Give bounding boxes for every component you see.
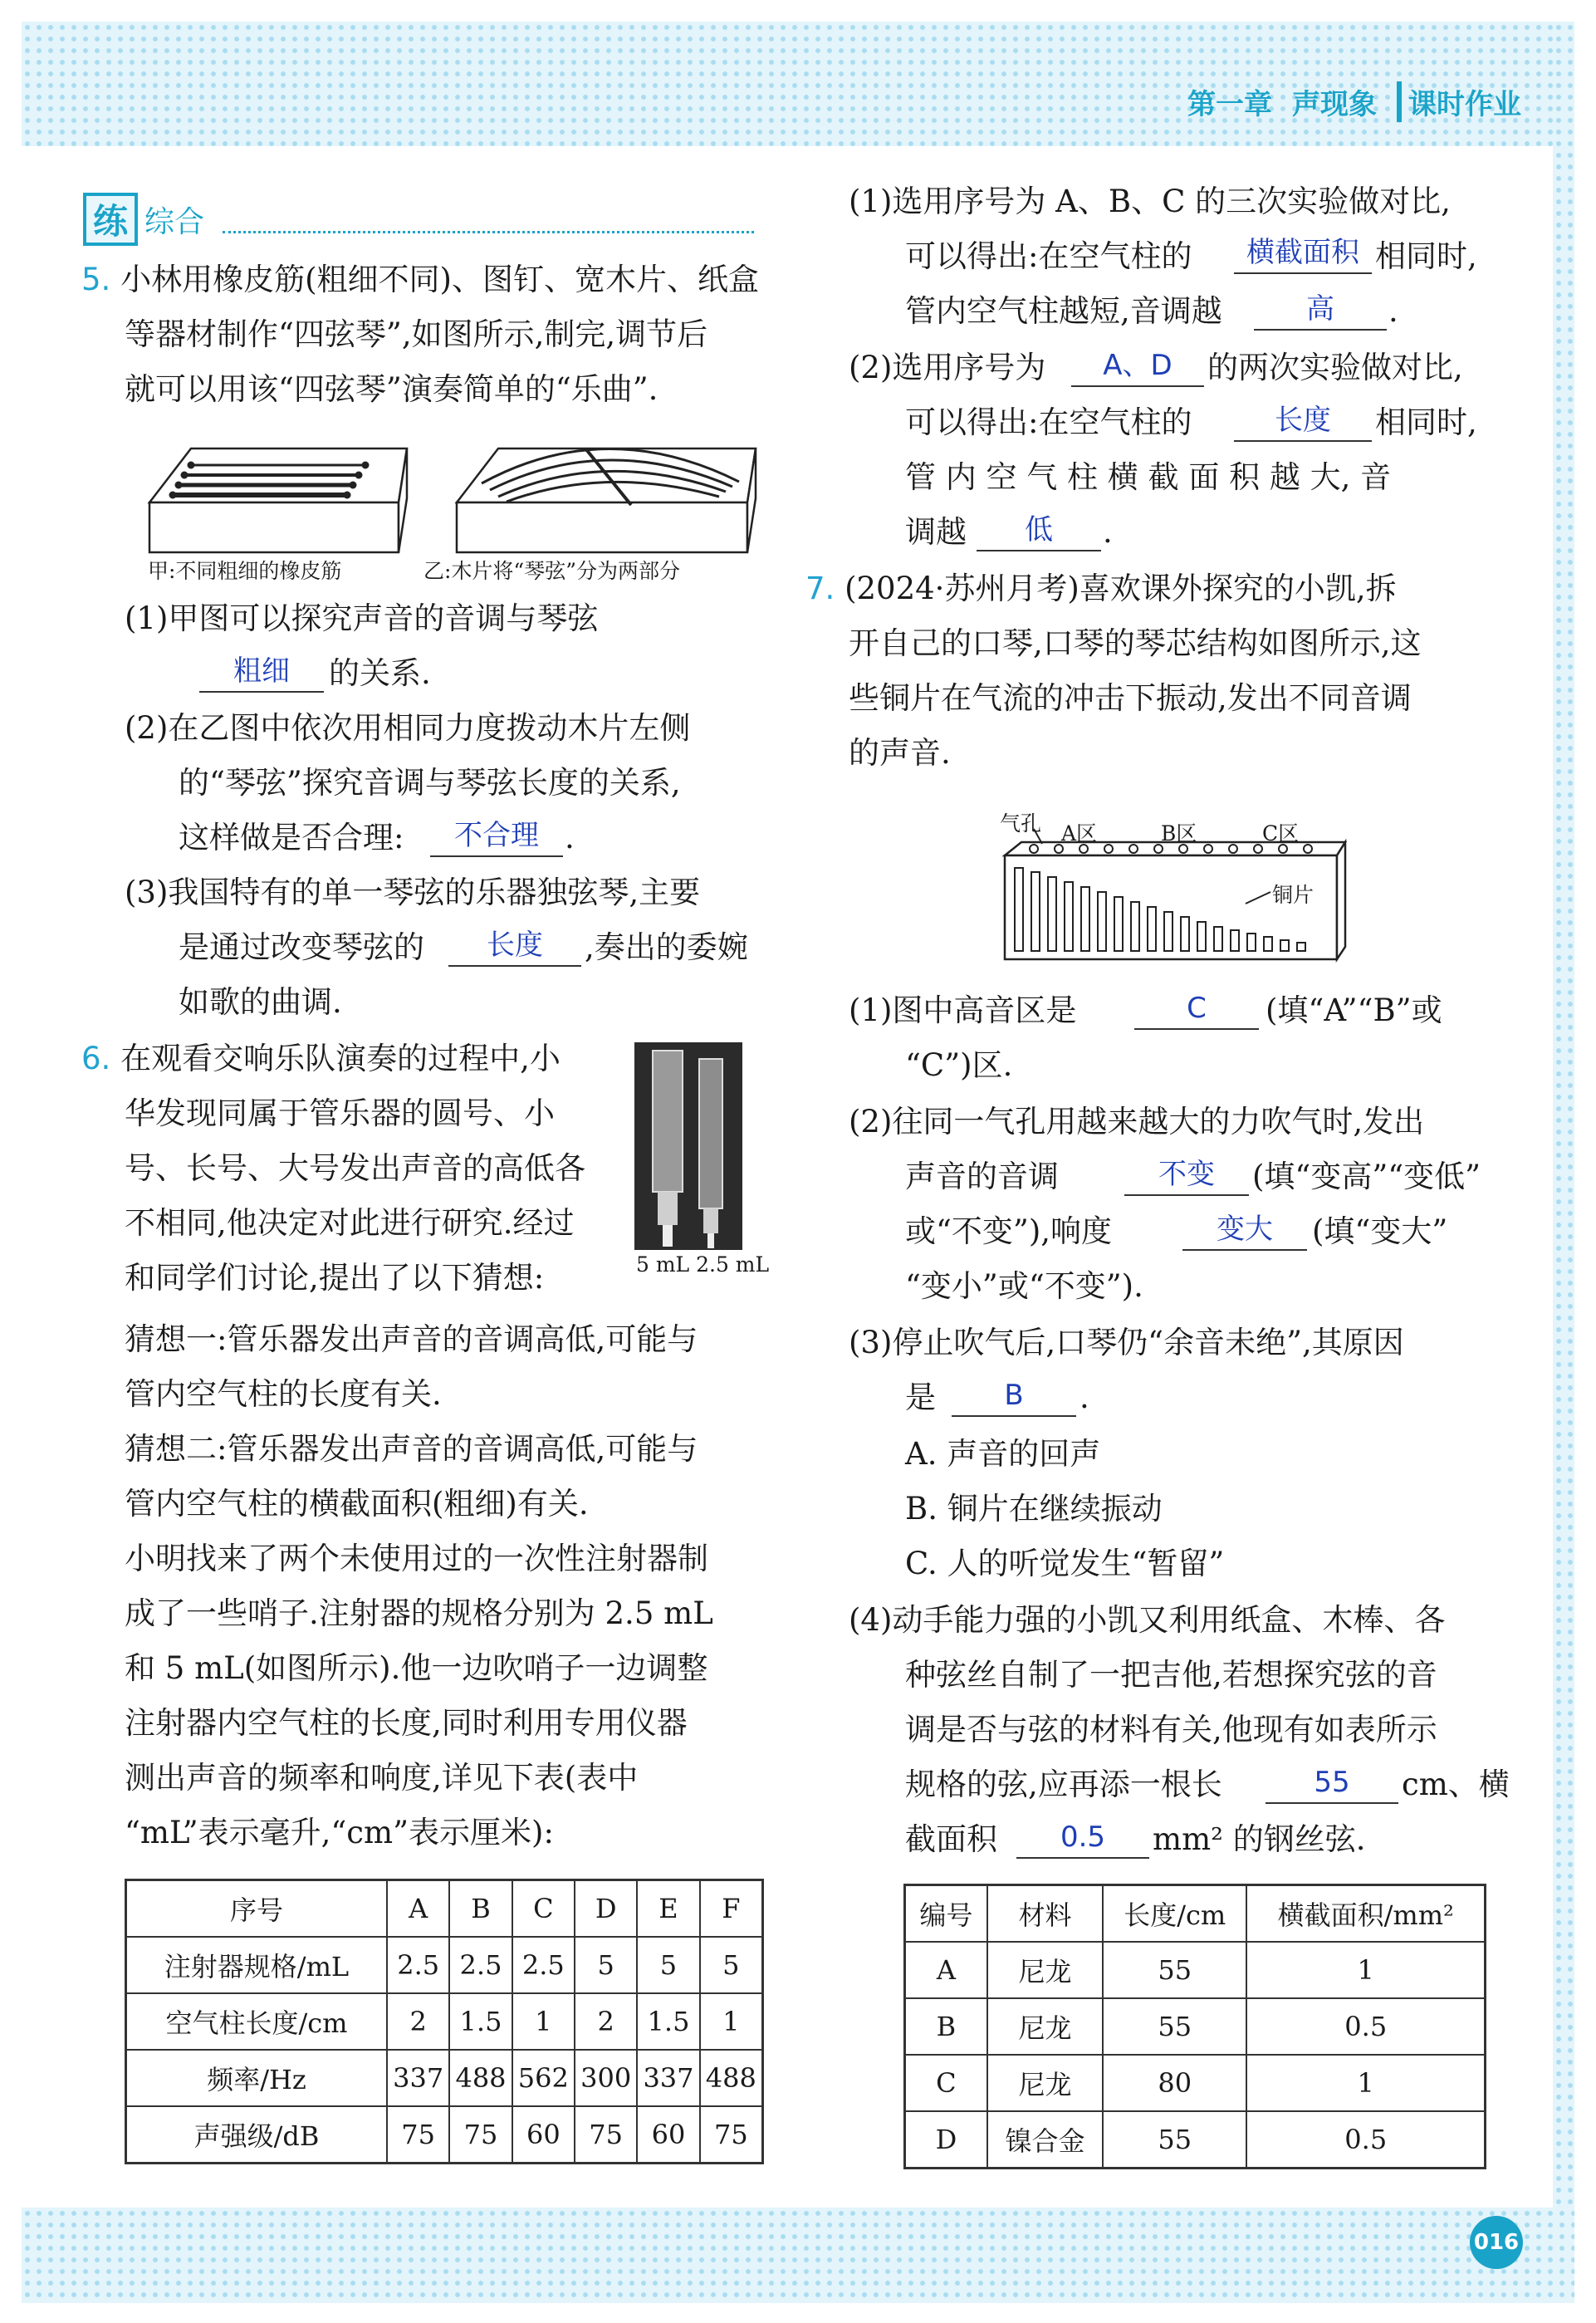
q6-p1-dot: .: [1388, 293, 1398, 329]
q5-p3-answer: 长度: [448, 929, 581, 967]
label-zone-c: C区: [1262, 821, 1300, 845]
q7-p4-f: 截面积: [905, 1821, 997, 1857]
q5-figure: [141, 432, 772, 556]
q6-line-5: 和同学们讨论,提出了以下猜想:: [125, 1260, 545, 1296]
q7-p1-answer: C: [1134, 992, 1259, 1030]
q6-line-3: 号、长号、大号发出声音的高低各: [125, 1150, 585, 1186]
q7-p4-e: cm、横: [1402, 1767, 1510, 1802]
q7-p4-answer-2: 0.5: [1016, 1821, 1149, 1859]
section-divider: [223, 231, 754, 233]
q6-p1-answer-1: 横截面积: [1234, 236, 1372, 274]
q5-p2-b: 的“琴弦”探究音调与琴弦长度的关系,: [179, 765, 681, 801]
q7-p4-c: 调是否与弦的材料有关,他现有如表所示: [905, 1712, 1437, 1747]
table-row: C 尼龙 80 1: [905, 2055, 1486, 2111]
q7-p3-answer: B: [952, 1379, 1076, 1417]
q7-p4-g: mm² 的钢丝弦.: [1153, 1821, 1366, 1857]
q7-p2-answer-1: 不变: [1124, 1158, 1249, 1196]
q5-p3-a: (3)我国特有的单一琴弦的乐器独弦琴,主要: [125, 875, 701, 910]
q6-p2-answer-3: 低: [977, 513, 1101, 551]
table-row: A 尼龙 55 1: [905, 1942, 1486, 1998]
q6-guess1-a: 猜想一:管乐器发出声音的音调高低,可能与: [125, 1321, 698, 1357]
table-row: 频率/Hz 337 488 562 300 337 488: [126, 2050, 763, 2106]
q7-p2-answer-2: 变大: [1182, 1213, 1307, 1251]
caption-yi: 乙:木片将“琴弦”分为两部分: [423, 559, 680, 583]
q7-p1-a: (1)图中高音区是: [849, 992, 1077, 1028]
q7-p4-a: (4)动手能力强的小凯又利用纸盒、木棒、各: [849, 1602, 1446, 1638]
table-row: 空气柱长度/cm 2 1.5 1 2 1.5 1: [126, 1993, 763, 2050]
table-header-row: 序号 A B C D E F: [126, 1880, 763, 1938]
q6-p1-d: 管内空气柱越短,音调越: [905, 293, 1222, 329]
q6-line-2: 华发现同属于管乐器的圆号、小: [125, 1095, 555, 1131]
label-reed: 铜片: [1272, 883, 1314, 907]
syringe-photo: [634, 1042, 742, 1250]
q6-p1-b: 可以得出:在空气柱的: [905, 238, 1192, 274]
q6-body-4: 注射器内空气柱的长度,同时利用专用仪器: [125, 1705, 688, 1741]
q5-p3-d: 如歌的曲调.: [179, 984, 342, 1020]
caption-jia: 甲:不同粗细的橡皮筋: [148, 559, 342, 583]
q7-p2-a: (2)往同一气孔用越来越大的力吹气时,发出: [849, 1104, 1425, 1139]
q7-p3-a: (3)停止吹气后,口琴仍“余音未绝”,其原因: [849, 1325, 1404, 1360]
page-number: 016: [1470, 2216, 1523, 2269]
section-label: [83, 193, 204, 246]
q6-p2-a: (2)选用序号为: [849, 350, 1046, 385]
q7-p2-e: (填“变大”: [1312, 1213, 1448, 1249]
q6-p1-answer-2: 高: [1254, 292, 1387, 331]
label-zone-a: A区: [1061, 821, 1098, 845]
q5-p2-dot: .: [565, 820, 575, 855]
q7-p4-b: 种弦丝自制了一把吉他,若想探究弦的音: [905, 1657, 1437, 1693]
q6-p2-answer-1: A、D: [1071, 349, 1204, 387]
syringe-caption: 5 mL 2.5 mL: [636, 1252, 770, 1277]
q7-p4-answer-1: 55: [1266, 1766, 1398, 1804]
q6-line-4: 不相同,他决定对此进行研究.经过: [125, 1205, 575, 1241]
q6-p1-a: (1)选用序号为 A、B、C 的三次实验做对比,: [849, 184, 1451, 219]
q6-body-3: 和 5 mL(如图所示).他一边吹哨子一边调整: [125, 1650, 708, 1686]
q6-p2-answer-2: 长度: [1234, 404, 1372, 442]
q7-p1-c: “C”)区.: [905, 1047, 1013, 1083]
q5-p1-a: (1)甲图可以探究声音的音调与琴弦: [125, 600, 599, 636]
q6-body-1: 小明找来了两个未使用过的一次性注射器制: [125, 1541, 708, 1576]
table-row: 注射器规格/mL 2.5 2.5 2.5 5 5 5: [126, 1937, 763, 1993]
q7-line-3: 些铜片在气流的冲击下振动,发出不同音调: [849, 680, 1412, 716]
q6-line-1: 6. 在观看交响乐队演奏的过程中,小: [81, 1041, 561, 1076]
q7-table: [903, 1884, 1486, 2169]
q6-guess2-a: 猜想二:管乐器发出声音的音调高低,可能与: [125, 1431, 698, 1467]
q7-option-a: A. 声音的回声: [905, 1436, 1101, 1472]
q5-p3-b: 是通过改变琴弦的: [179, 929, 424, 965]
q7-p2-d: 或“不变”),响度: [905, 1213, 1113, 1249]
q5-p2-c: 这样做是否合理:: [179, 820, 404, 855]
table-row: D 镍合金 55 0.5: [905, 2111, 1486, 2169]
brand-label: 课时作业: [1397, 81, 1521, 122]
q5-p2-answer: 不合理: [430, 819, 563, 857]
page-header: [1187, 81, 1521, 122]
q7-option-b: B. 铜片在继续振动: [905, 1491, 1163, 1527]
q6-p1-c: 相同时,: [1375, 238, 1477, 274]
q6-p2-c: 可以得出:在空气柱的: [905, 404, 1192, 440]
footer-band: [22, 2208, 1574, 2303]
q7-p1-b: (填“A”“B”或: [1266, 992, 1442, 1028]
q7-line-2: 开自己的口琴,口琴的琴芯结构如图所示,这: [849, 625, 1422, 661]
chapter-label: 第一章: [1187, 88, 1272, 121]
q6-p2-b: 的两次实验做对比,: [1207, 350, 1463, 385]
q6-body-5: 测出声音的频率和响度,详见下表(表中: [125, 1760, 639, 1796]
q6-p2-e: 管 内 空 气 柱 横 截 面 积 越 大, 音: [905, 459, 1392, 495]
box-yi: [457, 448, 756, 552]
table-row: B 尼龙 55 0.5: [905, 1998, 1486, 2055]
q5-p1-b: 的关系.: [329, 655, 431, 691]
q6-p2-dot: .: [1103, 514, 1113, 550]
q7-p4-d: 规格的弦,应再添一根长: [905, 1767, 1222, 1802]
q7-p2-c: (填“变高”“变低”: [1252, 1159, 1481, 1194]
table-row: 声强级/dB 75 75 60 75 60 75: [126, 2106, 763, 2164]
right-band: [1553, 22, 1574, 2303]
q7-p2-f: “变小”或“不变”).: [905, 1268, 1143, 1304]
table-header-row: 编号 材料 长度/cm 横截面积/mm²: [905, 1885, 1486, 1943]
label-hole: 气孔: [1000, 811, 1042, 836]
q6-guess1-b: 管内空气柱的长度有关.: [125, 1376, 442, 1412]
q7-line-4: 的声音.: [849, 735, 951, 771]
q6-body-2: 成了一些哨子.注射器的规格分别为 2.5 mL: [125, 1595, 713, 1631]
q7-p3-dot: .: [1080, 1380, 1089, 1415]
q5-p3-c: ,奏出的委婉: [585, 929, 748, 965]
q5-p2-a: (2)在乙图中依次用相同力度拨动木片左侧: [125, 710, 691, 746]
q6-body-6: “mL”表示毫升,“cm”表示厘米):: [125, 1815, 554, 1850]
q5-p1-answer: 粗细: [199, 654, 324, 693]
topic-label: 声现象: [1292, 88, 1377, 121]
section-box: 练: [83, 193, 138, 246]
q6-guess2-b: 管内空气柱的横截面积(粗细)有关.: [125, 1486, 589, 1522]
q6-p2-d: 相同时,: [1375, 404, 1477, 440]
section-word: 综合: [144, 204, 205, 239]
label-zone-b: B区: [1161, 821, 1197, 845]
q5-line-2: 等器材制作“四弦琴”,如图所示,制完,调节后: [125, 316, 708, 352]
q5-line-1: 5. 小林用橡皮筋(粗细不同)、图钉、宽木片、纸盒: [81, 262, 759, 297]
q5-line-3: 就可以用该“四弦琴”演奏简单的“乐曲”.: [125, 371, 658, 407]
q7-p2-b: 声音的音调: [905, 1159, 1059, 1194]
q6-table: [125, 1879, 764, 2164]
q6-p2-f: 调越: [905, 514, 967, 550]
q7-line-1: 7. (2024·苏州月考)喜欢课外探究的小凯,拆: [805, 571, 1397, 606]
q7-option-c: C. 人的听觉发生“暂留”: [905, 1546, 1225, 1581]
q7-p3-b: 是: [905, 1380, 936, 1415]
